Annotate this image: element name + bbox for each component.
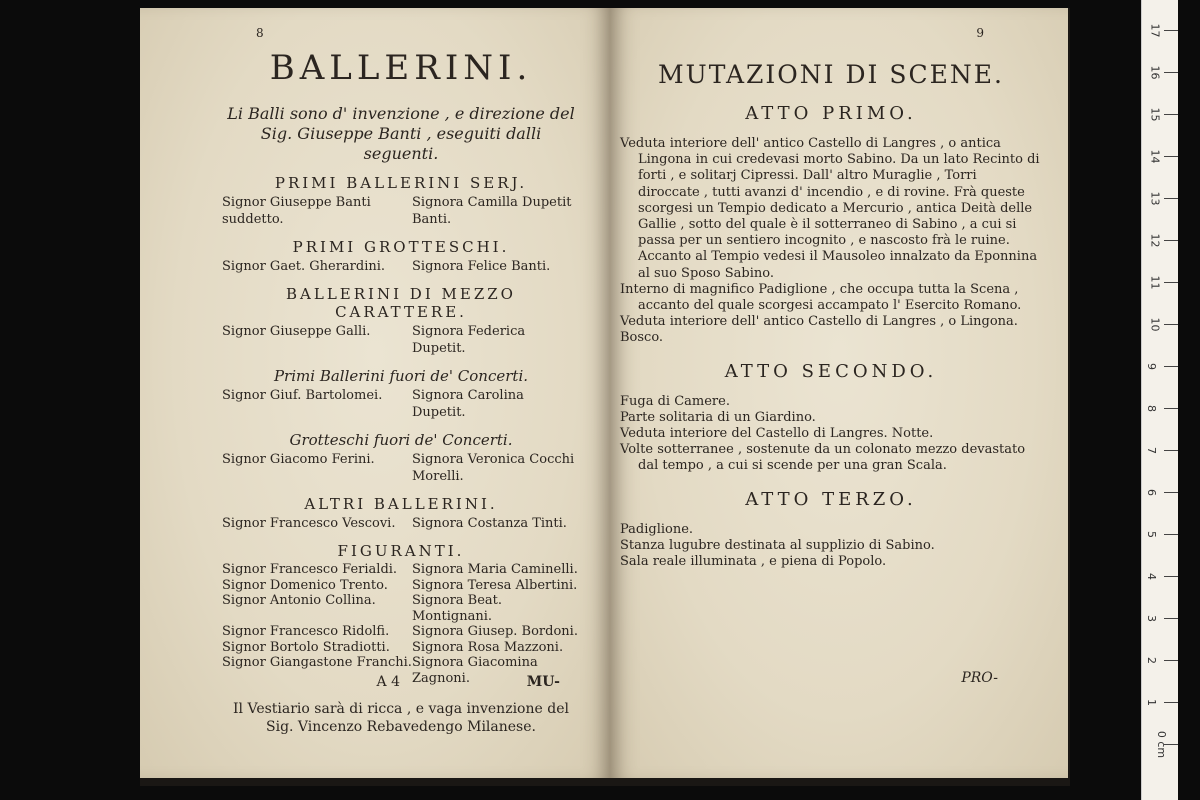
figurante-female: Signora Giacomina Zagnoni. bbox=[412, 655, 538, 686]
figurante-male: Signor Bortolo Stradiotti. bbox=[222, 639, 390, 655]
ruler-number: 3 bbox=[1145, 615, 1158, 622]
scene-description: Stanza lugubre destinata al supplizio di Sabino. bbox=[620, 537, 935, 553]
ruler-tick bbox=[1164, 198, 1178, 199]
ruler-number: 17 bbox=[1148, 23, 1162, 38]
section-heading: ALTRI BALLERINI. bbox=[304, 495, 498, 513]
dancer-female: Signora Carolina Dupetit. bbox=[412, 388, 524, 420]
figurante-female: Signora Beat. Montignani. bbox=[412, 593, 503, 624]
ruler-tick bbox=[1164, 366, 1178, 367]
figuranti-list bbox=[222, 562, 580, 686]
dancer-male: Signor Giacomo Ferini. bbox=[222, 452, 375, 467]
ruler-tick bbox=[1164, 534, 1178, 535]
ruler-tick bbox=[1164, 618, 1178, 619]
dancer-female: Signora Camilla Dupetit Banti. bbox=[412, 195, 572, 227]
ruler-number: 13 bbox=[1148, 191, 1162, 206]
ruler-tick bbox=[1164, 30, 1178, 31]
signature-mark: A 4 bbox=[376, 674, 400, 690]
dancer-male: Signor Giuseppe Galli. bbox=[222, 324, 371, 339]
section-heading: PRIMI GROTTESCHI. bbox=[292, 238, 510, 256]
figurante-row bbox=[222, 624, 580, 640]
right-page bbox=[610, 8, 1068, 778]
acts-list bbox=[620, 103, 1042, 570]
ruler-tick bbox=[1164, 702, 1178, 703]
dancer-female: Signora Costanza Tinti. bbox=[412, 516, 567, 531]
ruler-number: 5 bbox=[1145, 531, 1158, 538]
left-folio: 8 bbox=[256, 26, 264, 40]
scene-description: Parte solitaria di un Giardino. bbox=[620, 409, 816, 425]
figurante-row bbox=[222, 640, 580, 656]
left-page bbox=[140, 8, 610, 778]
ruler-number: 4 bbox=[1145, 573, 1158, 580]
ruler-tick bbox=[1164, 240, 1178, 241]
scene-description: Sala reale illuminata , e piena di Popolo. bbox=[620, 554, 887, 570]
dancer-row bbox=[222, 258, 580, 275]
ruler-tick bbox=[1164, 156, 1178, 157]
right-title: MUTAZIONI DI SCENE. bbox=[658, 60, 1004, 89]
section-heading: BALLERINI DI MEZZO CARATTERE. bbox=[286, 285, 516, 321]
figurante-row bbox=[222, 562, 580, 578]
dancer-female: Signora Veronica Cocchi Morelli. bbox=[412, 452, 575, 484]
act-heading: ATTO TERZO. bbox=[745, 488, 917, 510]
measuring-ruler bbox=[1141, 0, 1178, 800]
ruler-number: 0 cm bbox=[1155, 730, 1169, 759]
dancer-female: Signora Federica Dupetit. bbox=[412, 324, 526, 356]
ruler-number: 15 bbox=[1148, 107, 1162, 122]
figurante-row bbox=[222, 578, 580, 594]
scene-description: Interno di magnifico Padiglione , che occupa tutta la Scena , accanto del quale scorgesi accampato l' Esercito Romano. bbox=[620, 281, 1022, 314]
ruler-tick bbox=[1164, 324, 1178, 325]
dancer-row bbox=[222, 194, 580, 228]
ruler-tick bbox=[1164, 450, 1178, 451]
ruler-tick bbox=[1164, 114, 1178, 115]
ruler-number: 1 bbox=[1145, 699, 1158, 706]
ruler-number: 10 bbox=[1148, 317, 1162, 332]
scene-description: Bosco. bbox=[620, 330, 664, 346]
ruler-tick bbox=[1164, 72, 1178, 73]
act-heading: ATTO PRIMO. bbox=[745, 103, 917, 124]
open-book bbox=[140, 8, 1070, 786]
left-title: BALLERINI. bbox=[269, 48, 533, 88]
figurante-male: Signor Francesco Ferialdi. bbox=[222, 562, 398, 577]
ruler-tick bbox=[1164, 492, 1178, 493]
figuranti-heading: FIGURANTI. bbox=[337, 542, 465, 560]
figurante-male: Signor Domenico Trento. bbox=[222, 577, 388, 593]
dancer-row bbox=[222, 515, 580, 532]
figurante-female: Signora Rosa Mazzoni. bbox=[412, 639, 564, 655]
ruler-number: 7 bbox=[1145, 447, 1158, 454]
figurante-male: Signor Francesco Ridolfi. bbox=[222, 624, 390, 639]
ruler-number: 16 bbox=[1148, 65, 1162, 80]
dancer-row bbox=[222, 451, 580, 485]
right-catchword: PRO- bbox=[961, 670, 998, 686]
scene-description: Veduta interiore dell' antico Castello di Langres , o antica Lingona in cui credevasi morto Sabino. Da un lato Recinto di forti , e solitarj Cipressi. Dall' altro Muraglie , Torri diroccate , tutti avanzi d' incendio , e di rovine. Frà queste scorgesi un Tempio dedicato a Mercurio , antica Deità delle Gallie , sotto del quale è il sotterraneo di Sabino , a cui si passa per un sentiero incognito , e nascosto frà le ruine. Accanto al Tempio vedesi il Mausoleo innalzato da Eponnina al suo Sposo Sabino. bbox=[620, 136, 1040, 281]
right-folio: 9 bbox=[976, 26, 984, 40]
ruler-number: 2 bbox=[1145, 657, 1158, 664]
left-intro: Li Balli sono d' invenzione , e direzione del Sig. Giuseppe Banti , eseguiti dalli seguenti. bbox=[227, 104, 575, 163]
ruler-tick bbox=[1164, 576, 1178, 577]
figurante-female: Signora Teresa Albertini. bbox=[412, 577, 578, 593]
figurante-row bbox=[222, 593, 580, 624]
scene-description: Fuga di Camere. bbox=[620, 393, 730, 409]
costume-note: Il Vestiario sarà di ricca , e vaga invenzione del Sig. Vincenzo Rebavedengo Milanese. bbox=[233, 701, 569, 735]
dancer-row bbox=[222, 323, 580, 357]
dancer-female: Signora Felice Banti. bbox=[412, 259, 551, 274]
ruler-tick bbox=[1164, 282, 1178, 283]
ruler-number: 12 bbox=[1148, 233, 1162, 248]
section-heading: Grotteschi fuori de' Concerti. bbox=[289, 431, 513, 449]
ruler-number: 14 bbox=[1148, 149, 1162, 164]
ruler-number: 8 bbox=[1145, 405, 1158, 412]
dancer-male: Signor Francesco Vescovi. bbox=[222, 516, 396, 531]
scene-description: Veduta interiore dell' antico Castello di Langres , o Lingona. bbox=[620, 314, 1018, 330]
left-catchword: MU- bbox=[526, 674, 560, 690]
scene-description: Padiglione. bbox=[620, 521, 694, 537]
section-heading: Primi Ballerini fuori de' Concerti. bbox=[273, 367, 529, 385]
dancer-male: Signor Gaet. Gherardini. bbox=[222, 259, 386, 274]
dancer-row bbox=[222, 387, 580, 421]
ruler-number: 11 bbox=[1148, 275, 1162, 290]
ruler-number: 9 bbox=[1145, 363, 1158, 370]
dancer-male: Signor Giuf. Bartolomei. bbox=[222, 388, 383, 403]
figurante-male: Signor Antonio Collina. bbox=[222, 593, 376, 608]
scene-description: Veduta interiore del Castello di Langres. Notte. bbox=[620, 426, 934, 442]
section-heading: PRIMI BALLERINI SERJ. bbox=[274, 174, 528, 192]
ruler-tick bbox=[1164, 660, 1178, 661]
dancer-male: Signor Giuseppe Banti suddetto. bbox=[222, 195, 371, 227]
figurante-female: Signora Maria Caminelli. bbox=[412, 562, 578, 577]
ruler-tick bbox=[1164, 408, 1178, 409]
act-heading: ATTO SECONDO. bbox=[724, 360, 938, 382]
figurante-female: Signora Giusep. Bordoni. bbox=[412, 624, 578, 639]
dancer-sections bbox=[222, 174, 580, 532]
figurante-male: Signor Giangastone Franchi. bbox=[222, 655, 412, 670]
scene-description: Volte sotterranee , sostenute da un colonato mezzo devastato dal tempo , a cui si scende per una gran Scala. bbox=[620, 442, 1026, 474]
ruler-number: 6 bbox=[1145, 489, 1158, 496]
